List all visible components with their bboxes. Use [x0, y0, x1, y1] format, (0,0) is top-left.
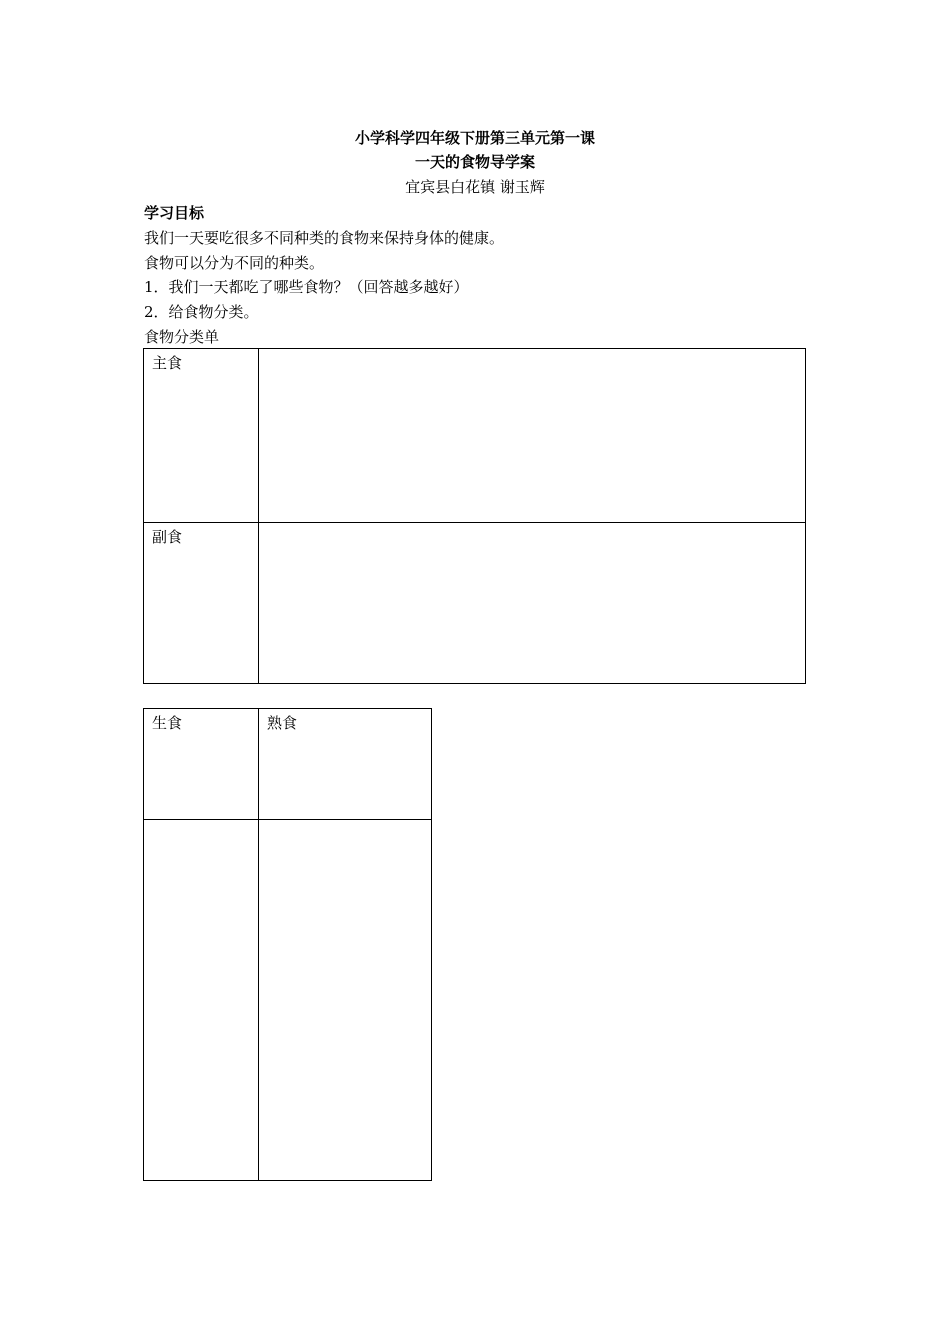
raw-cooked-table	[143, 708, 432, 1181]
document-subtitle: 一天的食物导学案	[414, 153, 535, 171]
table-row	[144, 820, 432, 1181]
table-row	[144, 709, 432, 820]
staple-food-cell[interactable]	[259, 349, 806, 523]
author-line: 宜宾县白花镇 谢玉辉	[405, 178, 545, 196]
table-row	[144, 523, 806, 684]
question-2: 2．给食物分类。	[144, 303, 259, 321]
side-food-cell[interactable]	[259, 523, 806, 684]
header-cooked: 熟食	[259, 709, 432, 820]
document-title: 小学科学四年级下册第三单元第一课	[354, 129, 595, 147]
cooked-food-cell[interactable]	[259, 820, 432, 1181]
paragraph: 我们一天要吃很多不同种类的食物来保持身体的健康。	[144, 229, 505, 247]
question-1: 1．我们一天都吃了哪些食物？（回答越多越好）	[144, 278, 469, 296]
raw-food-cell[interactable]	[144, 820, 259, 1181]
row-label-staple: 主食	[144, 349, 259, 523]
row-label-side: 副食	[144, 523, 259, 684]
food-classification-table	[143, 348, 806, 684]
table-row	[144, 349, 806, 523]
header-raw: 生食	[144, 709, 259, 820]
paragraph: 食物可以分为不同的种类。	[144, 254, 325, 272]
table-caption: 食物分类单	[144, 328, 220, 346]
section-heading: 学习目标	[144, 204, 205, 222]
